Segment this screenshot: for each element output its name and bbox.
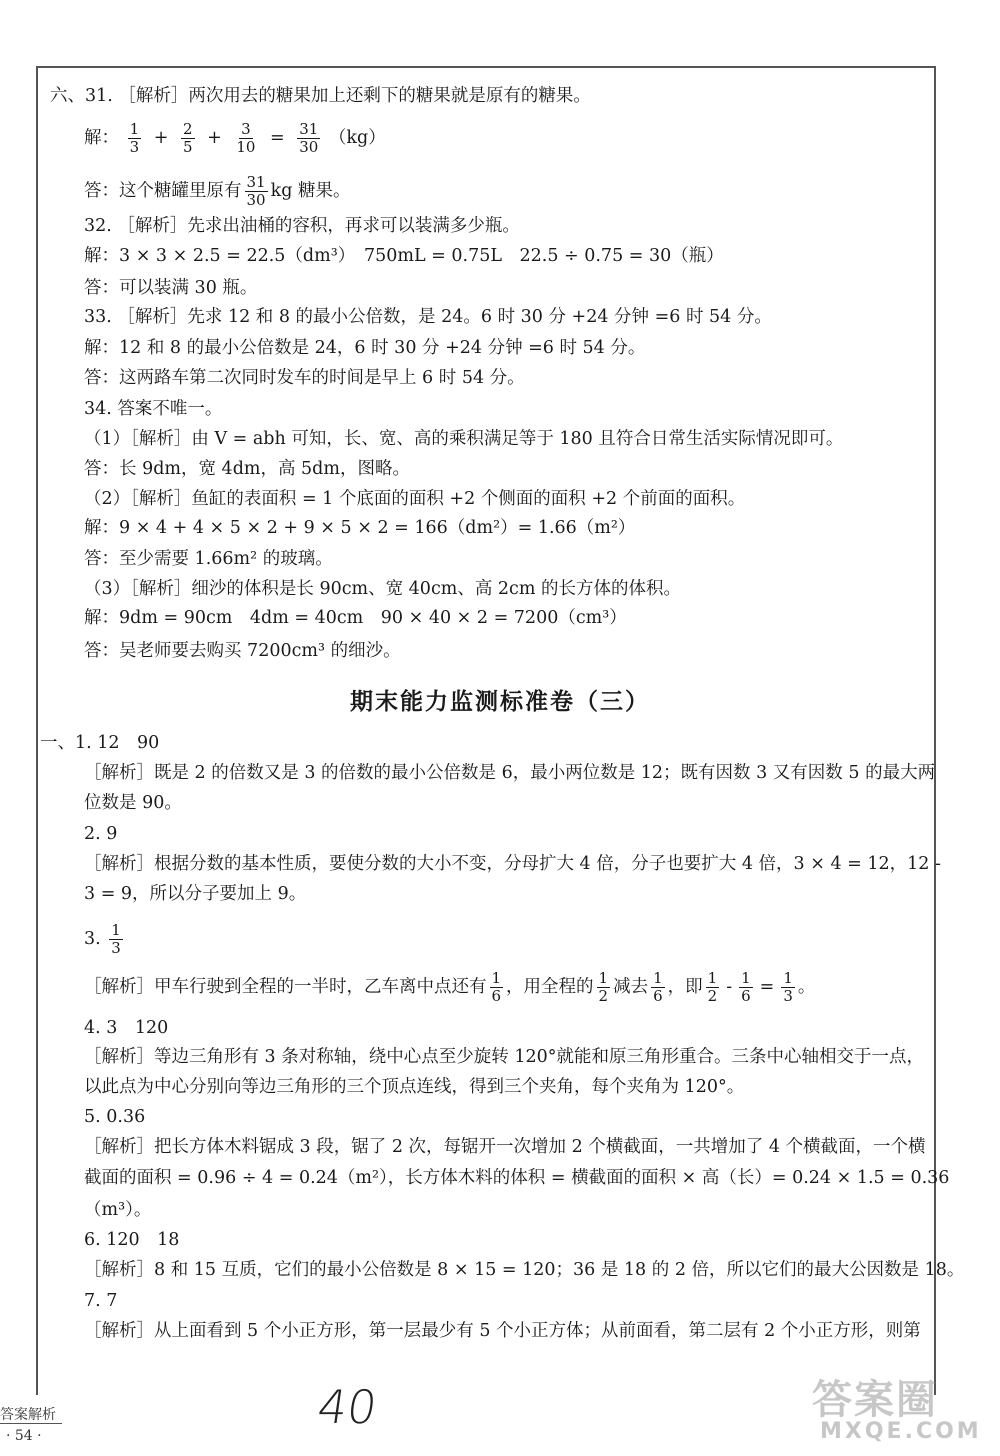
q34-part2-answer: 答：至少需要 1.66m² 的玻璃。 [84, 549, 333, 569]
s3-explanation-3: ［解析］甲车行驶到全程的一半时，乙车离中点还有 $\frac{1}{6}$ ，用全程的 $\frac{1}{2}$ 减去 $\frac{1}{6}$ ，即 $\frac{1}{2}$ - $\frac{1}{6}$ = $\frac{1}{3}$ 。 [84, 969, 816, 1005]
q33-solution: 解：12 和 8 的最小公倍数是 24，6 时 30 分 +24 分钟 =6 时 54 分。 [84, 338, 646, 358]
s3-explanation-6: ［解析］8 和 15 互质，它们的最小公倍数是 8 × 15 = 120；36 是 18 的 2 倍，所以它们的最大公因数是 18。 [84, 1260, 965, 1280]
handwritten-note: 40 [314, 1380, 381, 1434]
watermark-logo [812, 1377, 992, 1450]
q31-heading: 六、31. ［解析］两次用去的糖果加上还剩下的糖果就是原有的糖果。 [50, 86, 591, 106]
fraction: $\frac{1}{2}$ [707, 969, 718, 1005]
q34-part3-answer: 答：吴老师要去购买 7200cm³ 的细沙。 [84, 641, 401, 661]
s3-explanation-1-cont: 位数是 90。 [84, 793, 182, 813]
s3-explanation-1: ［解析］既是 2 的倍数又是 3 的倍数的最小公倍数是 6，最小两位数是 12；既有因数 3 又有因数 5 的最大两 [84, 763, 936, 783]
q33-answer: 答：这两路车第二次同时发车的时间是早上 6 时 54 分。 [84, 368, 525, 388]
fraction: $\frac{31}{30}$ [246, 173, 266, 209]
s3-answer-2: 2. 9 [84, 824, 118, 844]
q31-solution: 解： $\frac{1}{3}$ + $\frac{2}{5}$ + $\frac{3}{10}$ = $\frac{31}{30}$ （kg） [84, 120, 386, 156]
q33-heading: 33. ［解析］先求 12 和 8 的最小公倍数，是 24。6 时 30 分 +24 分钟 =6 时 54 分。 [84, 307, 772, 327]
q32-solution: 解：3 × 3 × 2.5 = 22.5（dm³） 750mL = 0.75L 22.5 ÷ 0.75 = 30（瓶） [84, 246, 724, 266]
s3-answer-1: 一、1. 12 90 [40, 733, 160, 753]
fraction: $\frac{1}{6}$ [653, 969, 663, 1005]
q34-part1-answer: 答：长 9dm，宽 4dm，高 5dm，图略。 [84, 459, 410, 479]
q34-part3: （3）［解析］细沙的体积是长 90cm、宽 40cm、高 2cm 的长方体的体积。 [84, 579, 681, 599]
s3-explanation-7: ［解析］从上面看到 5 个小正方形，第一层最少有 5 个小正方体；从前面看，第二层有 2 个小正方形，则第 [84, 1321, 921, 1341]
q32-answer: 答：可以装满 30 瓶。 [84, 278, 258, 298]
fraction: $\frac{1}{2}$ [598, 969, 609, 1005]
fraction: $\frac{1}{6}$ [741, 969, 751, 1005]
q34-part1: （1）［解析］由 V = abh 可知，长、宽、高的乘积满足等于 180 且符合日常生活实际情况即可。 [84, 429, 844, 449]
fraction: $\frac{1}{3}$ [111, 921, 121, 957]
footer-label: 答案解析 [0, 1407, 56, 1423]
s3-answer-5: 5. 0.36 [84, 1107, 146, 1127]
s3-explanation-5-cont2: （m³）。 [84, 1200, 152, 1220]
section-title: 期末能力监测标准卷（三） [350, 689, 650, 715]
s3-answer-4: 4. 3 120 [84, 1018, 169, 1038]
s3-answer-3: 3. $\frac{1}{3}$ [84, 921, 121, 957]
s3-answer-7: 7. 7 [84, 1291, 118, 1311]
s3-explanation-2-cont: 3 = 9，所以分子要加上 9。 [84, 884, 307, 904]
q34-part3-solution: 解：9dm = 90cm 4dm = 40cm 90 × 40 × 2 = 7200（cm³） [84, 608, 627, 628]
q34-part2-solution: 解：9 × 4 + 4 × 5 × 2 + 9 × 5 × 2 = 166（dm²）= 1.66（m²） [84, 518, 636, 538]
fraction: $\frac{3}{10}$ [236, 120, 256, 156]
watermark-url: MXQE.COM [820, 1419, 982, 1444]
s3-explanation-5-cont: 截面的面积 = 0.96 ÷ 4 = 0.24（m²），长方体木料的体积 = 横截面的面积 × 高（长）= 0.24 × 1.5 = 0.36 [84, 1168, 950, 1188]
fraction: $\frac{1}{6}$ [491, 969, 502, 1005]
footer-divider [0, 1423, 62, 1424]
fraction: $\frac{31}{30}$ [299, 120, 319, 156]
page-number: · 54 · [6, 1428, 42, 1444]
s3-explanation-2: ［解析］根据分数的基本性质，要使分数的大小不变，分母扩大 4 倍，分子也要扩大 4 倍，3 × 4 = 12，12 - [84, 854, 941, 874]
watermark-text: 答案圈 [812, 1377, 938, 1423]
q34-heading: 34. 答案不唯一。 [84, 399, 223, 419]
fraction: $\frac{1}{3}$ [783, 969, 793, 1005]
s3-answer-6: 6. 120 18 [84, 1230, 180, 1250]
q32-heading: 32. ［解析］先求出油桶的容积，再求可以装满多少瓶。 [84, 216, 520, 236]
s3-explanation-4: ［解析］等边三角形有 3 条对称轴，绕中心点至少旋转 120°就能和原三角形重合。三条中心轴相交于一点， [84, 1047, 924, 1067]
fraction: $\frac{2}{5}$ [182, 120, 193, 156]
q34-part2: （2）［解析］鱼缸的表面积 = 1 个底面的面积 +2 个侧面的面积 +2 个前面的面积。 [84, 489, 746, 509]
fraction: $\frac{1}{3}$ [129, 120, 140, 156]
s3-explanation-4-cont: 以此点为中心分别向等边三角形的三个顶点连线，得到三个夹角，每个夹角为 120°。 [84, 1077, 745, 1097]
s3-explanation-5: ［解析］把长方体木料锯成 3 段，锯了 2 次，每锯开一次增加 2 个横截面，一共增加了 4 个横截面，一个横 [84, 1137, 926, 1157]
q31-answer: 答：这个糖罐里原有 $\frac{31}{30}$ kg 糖果。 [84, 173, 351, 209]
